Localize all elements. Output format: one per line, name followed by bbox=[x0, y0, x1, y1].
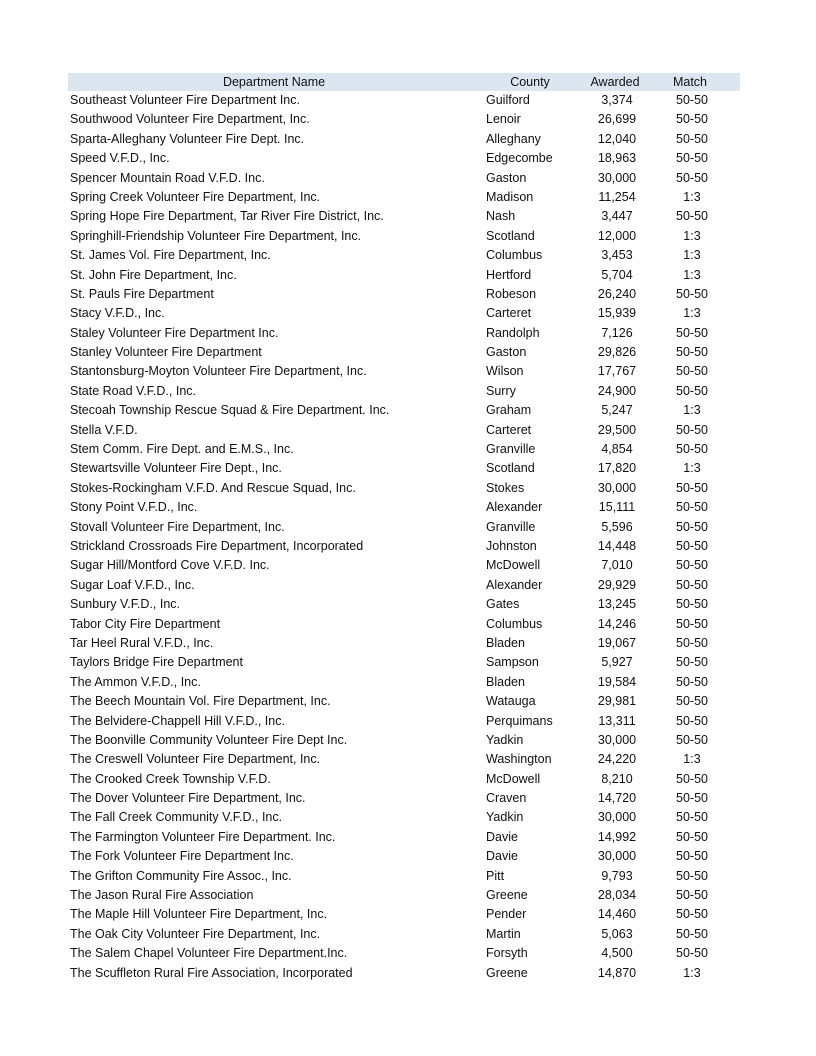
county-cell: Scotland bbox=[486, 461, 535, 476]
department-name-cell: Sparta-Alleghany Volunteer Fire Dept. Inc. bbox=[70, 131, 305, 146]
table-row bbox=[68, 401, 740, 420]
awarded-cell: 18,963 bbox=[597, 151, 637, 166]
department-name-cell: The Oak City Volunteer Fire Department, Inc. bbox=[70, 926, 321, 941]
department-name-cell: The Scuffleton Rural Fire Association, Incorporated bbox=[70, 965, 353, 980]
awarded-cell: 19,067 bbox=[597, 635, 637, 650]
county-cell: Stokes bbox=[486, 480, 525, 495]
department-name-cell: Southwood Volunteer Fire Department, Inc. bbox=[70, 112, 310, 127]
county-cell: Pender bbox=[486, 907, 527, 922]
table-header-row bbox=[68, 73, 740, 91]
match-cell: 50-50 bbox=[676, 635, 708, 650]
department-name-cell: Stella V.F.D. bbox=[70, 422, 138, 437]
department-name-cell: Tabor City Fire Department bbox=[70, 616, 221, 631]
awarded-cell: 13,245 bbox=[597, 597, 637, 612]
awarded-cell: 30,000 bbox=[597, 480, 637, 495]
county-cell: Robeson bbox=[486, 286, 537, 301]
table-row bbox=[68, 440, 740, 459]
county-cell: Pitt bbox=[486, 868, 505, 883]
department-name-cell: The Jason Rural Fire Association bbox=[70, 888, 254, 903]
table-row bbox=[68, 91, 740, 110]
table-row bbox=[68, 828, 740, 847]
department-name-cell: Stovall Volunteer Fire Department, Inc. bbox=[70, 519, 285, 534]
table-row bbox=[68, 556, 740, 575]
match-cell: 50-50 bbox=[676, 616, 708, 631]
match-cell: 50-50 bbox=[676, 519, 708, 534]
department-name-cell: Spencer Mountain Road V.F.D. Inc. bbox=[70, 170, 265, 185]
county-cell: Hertford bbox=[486, 267, 532, 282]
match-cell: 50-50 bbox=[676, 364, 708, 379]
county-cell: Bladen bbox=[486, 635, 525, 650]
table-row bbox=[68, 750, 740, 769]
county-cell: Gaston bbox=[486, 170, 527, 185]
awarded-cell: 24,900 bbox=[597, 383, 637, 398]
department-name-cell: Southeast Volunteer Fire Department Inc. bbox=[70, 93, 300, 107]
match-cell: 50-50 bbox=[676, 926, 708, 941]
table-row bbox=[68, 382, 740, 401]
match-cell: 50-50 bbox=[676, 151, 708, 166]
table-row bbox=[68, 169, 740, 188]
county-cell: Madison bbox=[486, 189, 534, 204]
match-cell: 50-50 bbox=[676, 170, 708, 185]
awarded-cell: 8,210 bbox=[601, 771, 633, 786]
table-row bbox=[68, 459, 740, 478]
awarded-cell: 14,992 bbox=[597, 829, 637, 844]
header-match: Match bbox=[672, 75, 708, 89]
table-row bbox=[68, 207, 740, 226]
match-cell: 50-50 bbox=[676, 655, 708, 670]
awarded-cell: 30,000 bbox=[597, 810, 637, 825]
county-cell: Washington bbox=[486, 752, 552, 767]
match-cell: 50-50 bbox=[676, 345, 708, 360]
table-row bbox=[68, 188, 740, 207]
header-awarded: Awarded bbox=[590, 75, 640, 89]
table-row bbox=[68, 964, 740, 983]
awarded-cell: 13,311 bbox=[598, 713, 636, 728]
table-row bbox=[68, 770, 740, 789]
match-cell: 50-50 bbox=[676, 694, 708, 709]
awarded-cell: 5,927 bbox=[601, 655, 633, 670]
awarded-cell: 17,820 bbox=[597, 461, 637, 476]
department-name-cell: State Road V.F.D., Inc. bbox=[70, 383, 196, 398]
county-cell: Yadkin bbox=[486, 732, 524, 747]
department-name-cell: Springhill-Friendship Volunteer Fire Department, Inc. bbox=[70, 228, 362, 243]
match-cell: 50-50 bbox=[676, 93, 708, 107]
department-name-cell: The Crooked Creek Township V.F.D. bbox=[70, 771, 271, 786]
awarded-cell: 29,500 bbox=[597, 422, 637, 437]
department-name-cell: Sunbury V.F.D., Inc. bbox=[70, 597, 181, 612]
awarded-cell: 14,448 bbox=[597, 538, 637, 553]
county-cell: Carteret bbox=[486, 422, 532, 437]
match-cell: 1:3 bbox=[683, 248, 701, 263]
awarded-cell: 7,126 bbox=[601, 325, 633, 340]
county-cell: McDowell bbox=[486, 771, 541, 786]
department-name-cell: The Fall Creek Community V.F.D., Inc. bbox=[70, 810, 283, 825]
county-cell: McDowell bbox=[486, 558, 541, 573]
awarded-cell: 14,720 bbox=[597, 791, 637, 806]
table-row bbox=[68, 731, 740, 750]
header-department-name: Department Name bbox=[222, 75, 326, 89]
county-cell: Craven bbox=[486, 791, 527, 806]
table-row bbox=[68, 692, 740, 711]
department-name-cell: Stewartsville Volunteer Fire Dept., Inc. bbox=[70, 461, 282, 476]
county-cell: Columbus bbox=[486, 616, 543, 631]
match-cell: 50-50 bbox=[676, 577, 708, 592]
table-row bbox=[68, 537, 740, 556]
county-cell: Perquimans bbox=[486, 713, 553, 728]
department-name-cell: Stacy V.F.D., Inc. bbox=[70, 306, 165, 321]
department-name-cell: St. James Vol. Fire Department, Inc. bbox=[70, 248, 271, 263]
match-cell: 50-50 bbox=[676, 713, 708, 728]
county-cell: Davie bbox=[486, 829, 518, 844]
match-cell: 50-50 bbox=[676, 868, 708, 883]
table-row bbox=[68, 789, 740, 808]
match-cell: 50-50 bbox=[676, 597, 708, 612]
county-cell: Columbus bbox=[486, 248, 543, 263]
awarded-cell: 15,939 bbox=[597, 306, 637, 321]
awarded-cell: 14,460 bbox=[597, 907, 637, 922]
awarded-cell: 14,246 bbox=[597, 616, 637, 631]
match-cell: 50-50 bbox=[676, 500, 708, 515]
county-cell: Graham bbox=[486, 403, 532, 418]
table-row bbox=[68, 905, 740, 924]
table-row bbox=[68, 479, 740, 498]
department-name-cell: Stony Point V.F.D., Inc. bbox=[70, 500, 198, 515]
county-cell: Watauga bbox=[486, 694, 536, 709]
department-name-cell: Stantonsburg-Moyton Volunteer Fire Department, Inc. bbox=[70, 364, 367, 379]
awarded-cell: 5,596 bbox=[601, 519, 633, 534]
awarded-cell: 30,000 bbox=[597, 170, 637, 185]
department-name-cell: The Fork Volunteer Fire Department Inc. bbox=[70, 849, 294, 864]
awarded-cell: 15,111 bbox=[598, 500, 636, 515]
match-cell: 1:3 bbox=[683, 403, 701, 418]
table-row bbox=[68, 925, 740, 944]
awarded-cell: 3,447 bbox=[601, 209, 633, 224]
match-cell: 50-50 bbox=[676, 538, 708, 553]
match-cell: 50-50 bbox=[676, 442, 708, 457]
table-row bbox=[68, 867, 740, 886]
match-cell: 1:3 bbox=[683, 189, 701, 204]
county-cell: Martin bbox=[486, 926, 521, 941]
table-row bbox=[68, 634, 740, 653]
department-name-cell: The Creswell Volunteer Fire Department, Inc. bbox=[70, 752, 321, 767]
county-cell: Edgecombe bbox=[486, 151, 553, 166]
department-name-cell: Spring Creek Volunteer Fire Department, Inc. bbox=[70, 189, 321, 204]
county-cell: Yadkin bbox=[486, 810, 524, 825]
table-row bbox=[68, 246, 740, 265]
match-cell: 50-50 bbox=[676, 112, 708, 127]
department-name-cell: The Dover Volunteer Fire Department, Inc. bbox=[70, 791, 306, 806]
county-cell: Wilson bbox=[486, 364, 524, 379]
table-row bbox=[68, 421, 740, 440]
awarded-cell: 5,247 bbox=[601, 403, 633, 418]
table-row bbox=[68, 285, 740, 304]
match-cell: 1:3 bbox=[683, 228, 701, 243]
awarded-cell: 29,981 bbox=[597, 694, 637, 709]
department-name-cell: The Grifton Community Fire Assoc., Inc. bbox=[70, 868, 292, 883]
department-name-cell: Strickland Crossroads Fire Department, Incorporated bbox=[70, 538, 364, 553]
county-cell: Nash bbox=[486, 209, 516, 224]
table-row bbox=[68, 343, 740, 362]
department-name-cell: Stokes-Rockingham V.F.D. And Rescue Squad, Inc. bbox=[70, 480, 356, 495]
match-cell: 50-50 bbox=[676, 732, 708, 747]
table-row bbox=[68, 304, 740, 323]
county-cell: Greene bbox=[486, 888, 528, 903]
awarded-cell: 17,767 bbox=[597, 364, 637, 379]
match-cell: 50-50 bbox=[676, 558, 708, 573]
county-cell: Davie bbox=[486, 849, 518, 864]
department-name-cell: The Belvidere-Chappell Hill V.F.D., Inc. bbox=[70, 713, 285, 728]
table-row bbox=[68, 518, 740, 537]
awarded-cell: 28,034 bbox=[597, 888, 637, 903]
table-row bbox=[68, 847, 740, 866]
awarded-cell: 5,704 bbox=[601, 267, 633, 282]
county-cell: Alexander bbox=[486, 500, 543, 515]
department-name-cell: St. John Fire Department, Inc. bbox=[70, 267, 237, 282]
table-row bbox=[68, 653, 740, 672]
county-cell: Bladen bbox=[486, 674, 525, 689]
match-cell: 50-50 bbox=[676, 888, 708, 903]
department-name-cell: Sugar Hill/Montford Cove V.F.D. Inc. bbox=[70, 558, 270, 573]
match-cell: 50-50 bbox=[676, 325, 708, 340]
table-row bbox=[68, 149, 740, 168]
table-row bbox=[68, 712, 740, 731]
table-row bbox=[68, 808, 740, 827]
department-name-cell: The Farmington Volunteer Fire Department. Inc. bbox=[70, 829, 336, 844]
match-cell: 50-50 bbox=[676, 946, 708, 961]
match-cell: 1:3 bbox=[683, 306, 701, 321]
county-cell: Randolph bbox=[486, 325, 540, 340]
county-cell: Sampson bbox=[486, 655, 539, 670]
county-cell: Alleghany bbox=[486, 131, 541, 146]
awarded-cell: 26,240 bbox=[597, 286, 637, 301]
awarded-cell: 29,929 bbox=[597, 577, 637, 592]
county-cell: Scotland bbox=[486, 228, 535, 243]
table-row bbox=[68, 498, 740, 517]
match-cell: 50-50 bbox=[676, 810, 708, 825]
department-name-cell: St. Pauls Fire Department bbox=[70, 286, 214, 301]
match-cell: 50-50 bbox=[676, 131, 708, 146]
department-name-cell: The Ammon V.F.D., Inc. bbox=[70, 674, 201, 689]
awarded-cell: 12,040 bbox=[597, 131, 637, 146]
awarded-cell: 24,220 bbox=[597, 752, 637, 767]
table-row bbox=[68, 595, 740, 614]
awarded-cell: 29,826 bbox=[597, 345, 637, 360]
table-row bbox=[68, 362, 740, 381]
department-name-cell: Stanley Volunteer Fire Department bbox=[70, 345, 262, 360]
awarded-cell: 12,000 bbox=[597, 228, 637, 243]
awarded-cell: 11,254 bbox=[598, 189, 636, 204]
match-cell: 50-50 bbox=[676, 383, 708, 398]
awarded-cell: 30,000 bbox=[597, 849, 637, 864]
table-row bbox=[68, 673, 740, 692]
awarded-cell: 9,793 bbox=[601, 868, 633, 883]
department-name-cell: The Maple Hill Volunteer Fire Department, Inc. bbox=[70, 907, 328, 922]
table-row bbox=[68, 615, 740, 634]
match-cell: 50-50 bbox=[676, 849, 708, 864]
department-name-cell: Staley Volunteer Fire Department Inc. bbox=[70, 325, 279, 340]
awarded-cell: 30,000 bbox=[597, 732, 637, 747]
county-cell: Gates bbox=[486, 597, 520, 612]
department-name-cell: Stecoah Township Rescue Squad & Fire Department. Inc. bbox=[70, 403, 390, 418]
awarded-cell: 3,453 bbox=[601, 248, 633, 263]
department-name-cell: The Boonville Community Volunteer Fire Dept Inc. bbox=[70, 732, 348, 747]
match-cell: 1:3 bbox=[683, 752, 701, 767]
match-cell: 50-50 bbox=[676, 791, 708, 806]
awarded-cell: 3,374 bbox=[601, 93, 633, 107]
county-cell: Alexander bbox=[486, 577, 543, 592]
department-name-cell: Stem Comm. Fire Dept. and E.M.S., Inc. bbox=[70, 442, 294, 457]
table-row bbox=[68, 130, 740, 149]
match-cell: 50-50 bbox=[676, 674, 708, 689]
department-name-cell: The Salem Chapel Volunteer Fire Department.Inc. bbox=[70, 946, 348, 961]
county-cell: Johnston bbox=[486, 538, 537, 553]
county-cell: Lenoir bbox=[486, 112, 521, 127]
county-cell: Gaston bbox=[486, 345, 527, 360]
table-row bbox=[68, 227, 740, 246]
table-row bbox=[68, 576, 740, 595]
table-row bbox=[68, 886, 740, 905]
match-cell: 50-50 bbox=[676, 286, 708, 301]
match-cell: 1:3 bbox=[683, 267, 701, 282]
awarded-cell: 26,699 bbox=[597, 112, 637, 127]
county-cell: Greene bbox=[486, 965, 528, 980]
department-name-cell: Taylors Bridge Fire Department bbox=[70, 655, 243, 670]
awarded-cell: 5,063 bbox=[601, 926, 633, 941]
match-cell: 50-50 bbox=[676, 422, 708, 437]
awarded-cell: 4,500 bbox=[601, 946, 633, 961]
match-cell: 50-50 bbox=[676, 771, 708, 786]
awarded-cell: 19,584 bbox=[597, 674, 637, 689]
county-cell: Carteret bbox=[486, 306, 532, 321]
county-cell: Guilford bbox=[486, 93, 530, 107]
awarded-cell: 7,010 bbox=[601, 558, 633, 573]
match-cell: 50-50 bbox=[676, 209, 708, 224]
table-row bbox=[68, 266, 740, 285]
awarded-cell: 4,854 bbox=[601, 442, 633, 457]
table-body bbox=[68, 91, 740, 983]
department-name-cell: Spring Hope Fire Department, Tar River Fire District, Inc. bbox=[70, 209, 384, 224]
match-cell: 50-50 bbox=[676, 480, 708, 495]
county-cell: Granville bbox=[486, 519, 536, 534]
table-row bbox=[68, 110, 740, 129]
department-name-cell: Tar Heel Rural V.F.D., Inc. bbox=[70, 635, 214, 650]
match-cell: 50-50 bbox=[676, 829, 708, 844]
department-name-cell: Sugar Loaf V.F.D., Inc. bbox=[70, 577, 195, 592]
table-row bbox=[68, 324, 740, 343]
table-row bbox=[68, 944, 740, 963]
match-cell: 1:3 bbox=[683, 965, 701, 980]
match-cell: 1:3 bbox=[683, 461, 701, 476]
awarded-cell: 14,870 bbox=[597, 965, 637, 980]
county-cell: Surry bbox=[486, 383, 516, 398]
county-cell: Forsyth bbox=[486, 946, 528, 961]
department-name-cell: Speed V.F.D., Inc. bbox=[70, 151, 170, 166]
match-cell: 50-50 bbox=[676, 907, 708, 922]
header-county: County bbox=[510, 75, 550, 89]
awards-table bbox=[68, 73, 740, 983]
department-name-cell: The Beech Mountain Vol. Fire Department, Inc. bbox=[70, 694, 331, 709]
county-cell: Granville bbox=[486, 442, 536, 457]
